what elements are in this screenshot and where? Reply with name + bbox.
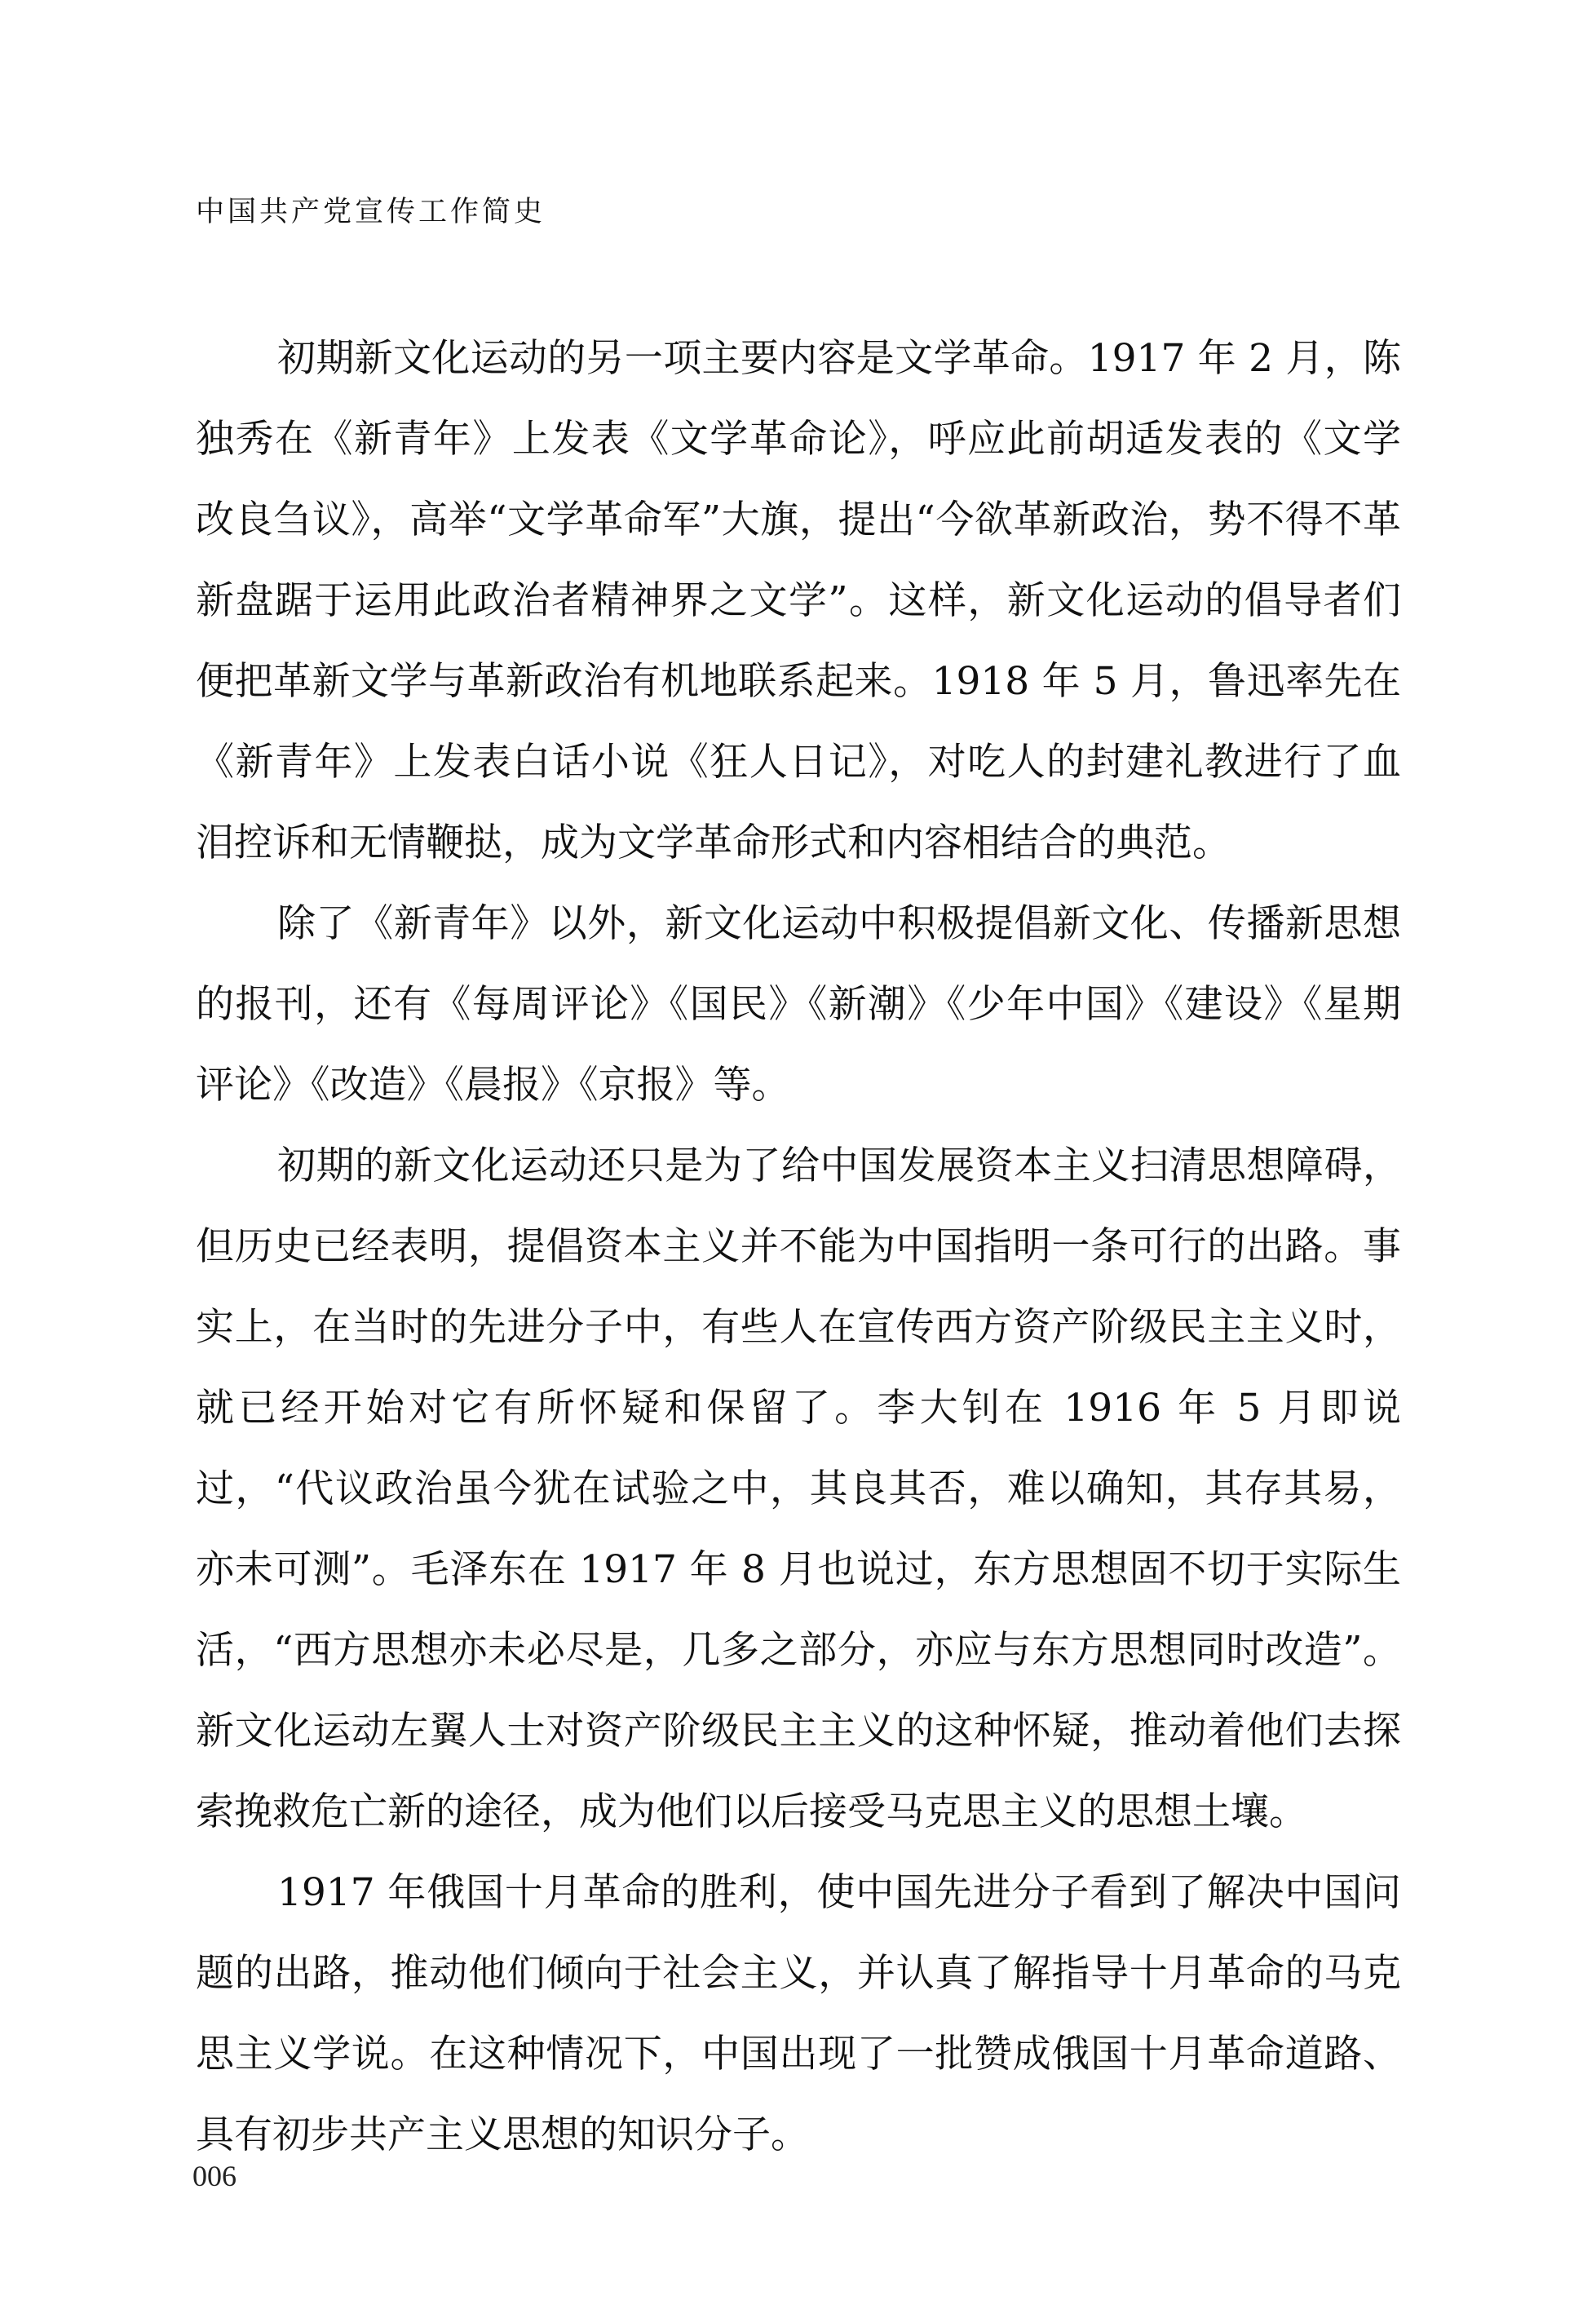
- paragraph-literary-revolution: 初期新文化运动的另一项主要内容是文学革命。1917 年 2 月，陈独秀在《新青年》上发表《文学革命论》，呼应此前胡适发表的《文学改良刍议》，高举“文学革命军”大旗，提出“今欲革新政治，势不得不革新盘踞于运用此政治者精神界之文学”。这样，新文化运动的倡导者们便把革新文学与革新政治有机地联系起来。1918 年 5 月，鲁迅率先在《新青年》上发表白话小说《狂人日记》，对吃人的封建礼教进行了血泪控诉和无情鞭挞，成为文学革命形式和内容相结合的典范。: [196, 336, 1401, 865]
- paragraph-october-revolution: 1917 年俄国十月革命的胜利，使中国先进分子看到了解决中国问题的出路，推动他们倾向于社会主义，并认真了解指导十月革命的马克思主义学说。在这种情况下，中国出现了一批赞成俄国十月革命道路、具有初步共产主义思想的知识分子。: [196, 1870, 1401, 2157]
- page-number: 006: [192, 2160, 237, 2192]
- paragraph-doubts-on-capitalism: 初期的新文化运动还只是为了给中国发展资本主义扫清思想障碍，但历史已经表明，提倡资本主义并不能为中国指明一条可行的出路。事实上，在当时的先进分子中，有些人在宣传西方资产阶级民主主义时，就已经开始对它有所怀疑和保留了。李大钊在 1916 年 5 月即说过，“代议政治虽今犹在试验之中，其良其否，难以确知，其存其易，亦未可测”。毛泽东在 1917 年 8 月也说过，东方思想固不切于实际生活，“西方思想亦未必尽是，几多之部分，亦应与东方思想同时改造”。新文化运动左翼人士对资产阶级民主主义的这种怀疑，推动着他们去探索挽救危亡新的途径，成为他们以后接受马克思主义的思想土壤。: [196, 1143, 1401, 1834]
- running-header-title: 中国共产党宣传工作简史: [196, 196, 546, 228]
- paragraph-periodicals: 除了《新青年》以外，新文化运动中积极提倡新文化、传播新思想的报刊，还有《每周评论》《国民》《新潮》《少年中国》《建设》《星期评论》《改造》《晨报》《京报》等。: [196, 901, 1401, 1108]
- body-text: [196, 318, 1401, 2175]
